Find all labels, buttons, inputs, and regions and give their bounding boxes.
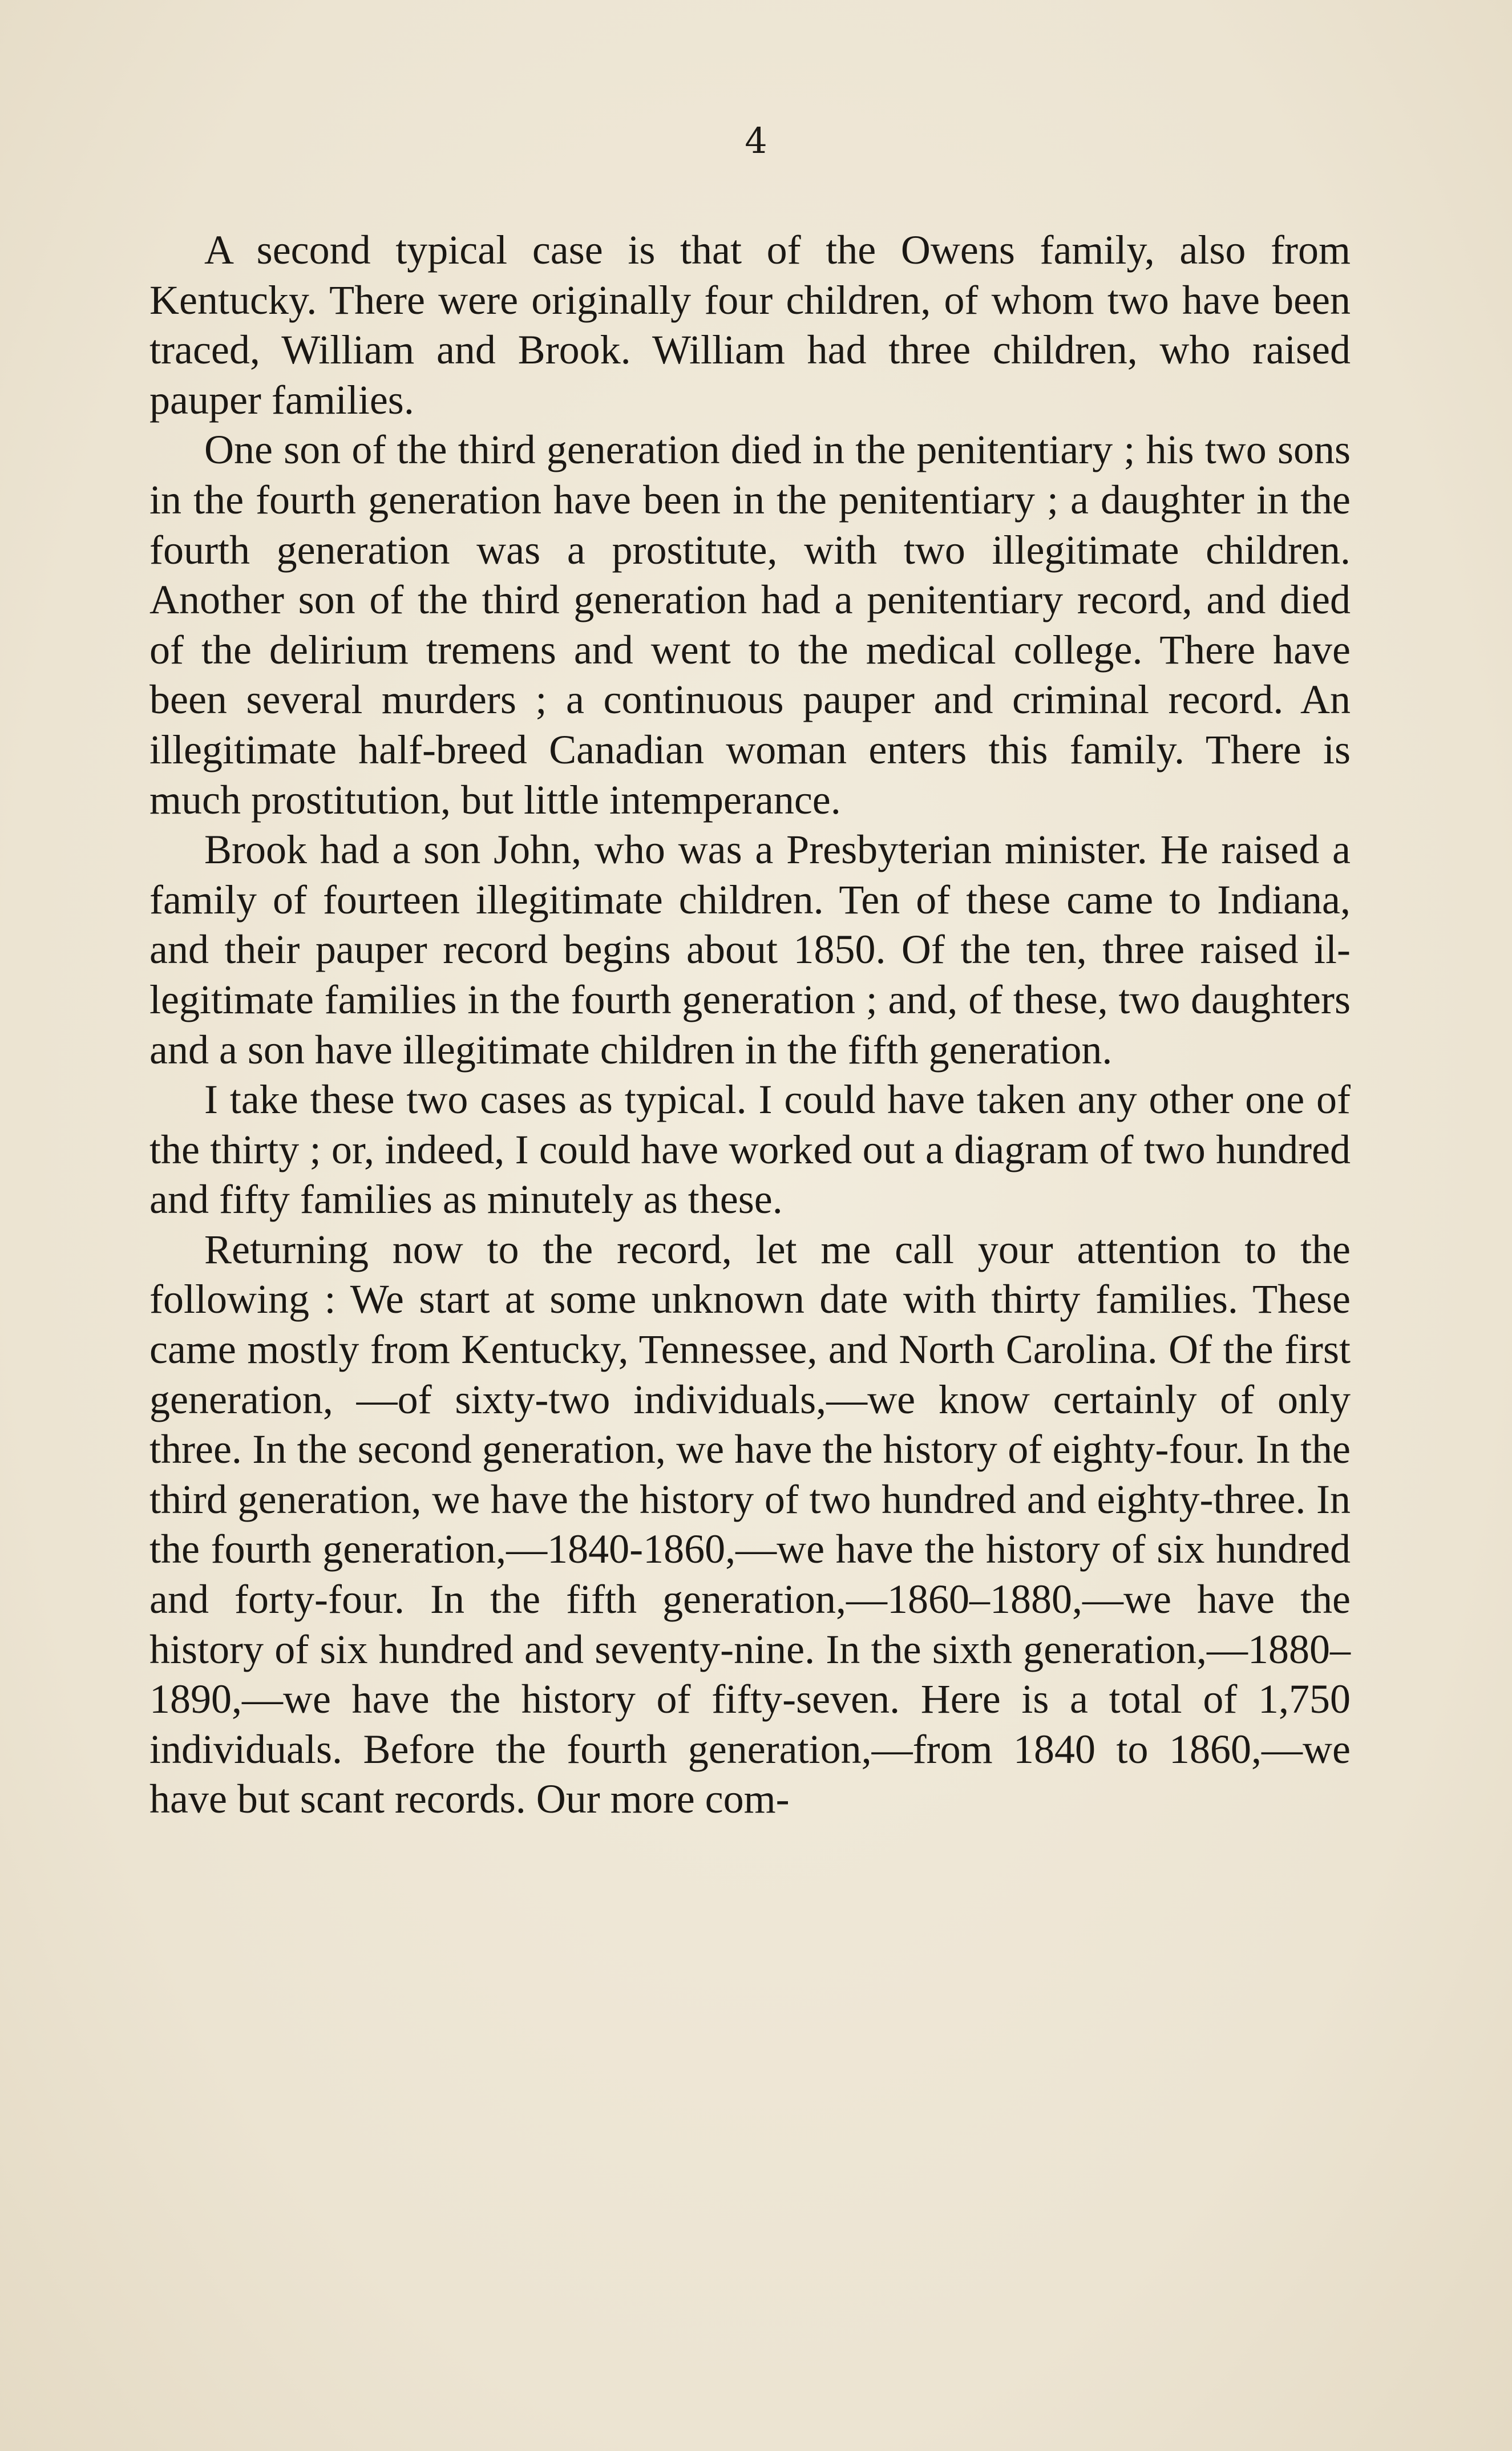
- paragraph-returning-record: Returning now to the record, let me call your attention to the following : We start at some unknown date with thirty families. These came mostly from Kentucky, Tennessee, and North Carolina. Of the first generation, —of sixty-two individuals,—we know certainly of only three. In the second generation, we have the history of eighty-four. In the third generation, we have the history of two hundred and eighty-three. In the fourth generation,—1840-1860,—we have the history of six hundred and forty-four. In the fifth generation,—1860–1880,—we have the history of six hundred and seventy-nine. In the sixth generation,—1880–1890,—we have the history of fifty-seven. Here is a total of 1,750 individuals. Before the fourth generation,—from 1840 to 1860,—we have but scant records. Our more com-: [149, 1226, 1351, 1822]
- body-text: [149, 225, 1351, 1825]
- paragraph-typical-cases: I take these two cases as typical. I could have taken any other one of the thirty ; or, indeed, I could have worked out a diagram of two hundred and fifty families as minutely as these.: [149, 1077, 1351, 1223]
- paragraph-owens-family: A second typical case is that of the Owens family, also from Kentucky. There were originally four children, of whom two have been traced, William and Brook. William had three children, who raised pauper families.: [149, 227, 1351, 423]
- paragraph-brook: Brook had a son John, who was a Presbyterian minister. He raised a family of fourteen illegitimate children. Ten of these came to Indiana, and their pauper record begins about 1850. Of the ten, three raised illegitimate families in the fourth generation ; and, of these, two daughters and a son have illegitimate children in the fifth generation.: [149, 827, 1351, 1073]
- page-number: 4: [745, 120, 767, 161]
- paragraph-third-generation: One son of the third generation died in the penitentiary ; his two sons in the fourth generation have been in the penitentiary ; a daughter in the fourth generation was a prostitute, with two illegitimate children. Another son of the third generation had a penitentiary record, and died of the delirium tremens and went to the medical college. There have been several murders ; a continuous pauper and criminal record. An illegitimate half-breed Canadian woman enters this family. There is much prostitution, but little intemperance.: [149, 427, 1351, 823]
